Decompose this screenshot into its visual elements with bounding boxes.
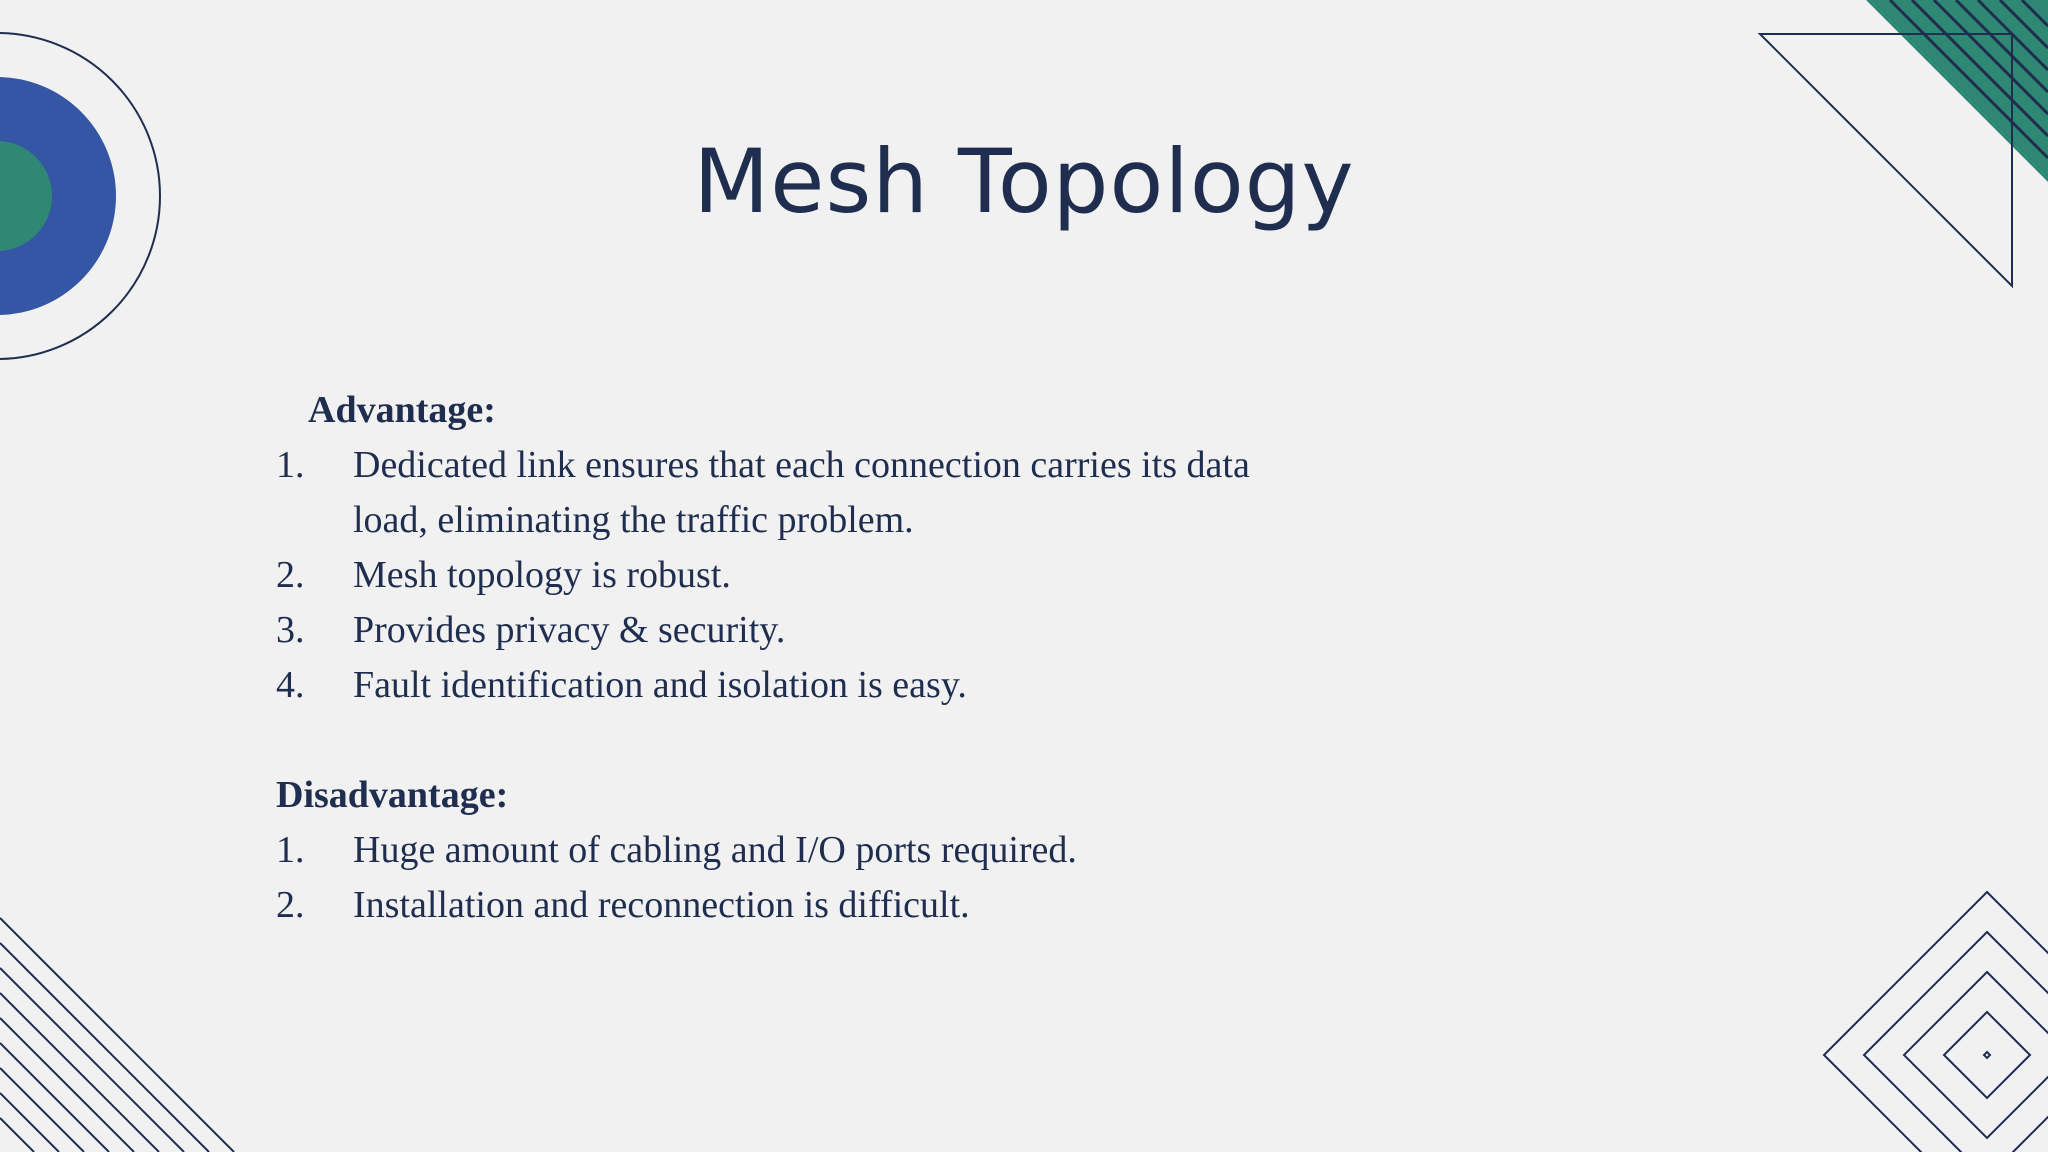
list-text: Provides privacy & security. bbox=[353, 609, 786, 651]
nested-diamonds-graphic bbox=[1824, 892, 2048, 1152]
list-text: Fault identification and isolation is easy. bbox=[353, 664, 967, 706]
list-number: 2. bbox=[276, 554, 305, 596]
list-text: Dedicated link ensures that each connection carries its data load, eliminating the traffic problem. bbox=[353, 444, 1250, 541]
list-text: Installation and reconnection is difficult. bbox=[353, 884, 970, 926]
diagonal-lines-graphic bbox=[0, 918, 234, 1152]
list-number: 3. bbox=[276, 609, 305, 651]
list-number: 1. bbox=[276, 444, 305, 486]
disadvantage-item bbox=[276, 878, 1276, 933]
list-number: 2. bbox=[276, 884, 305, 926]
list-number: 1. bbox=[276, 829, 305, 871]
slide-title: Mesh Topology bbox=[693, 130, 1355, 233]
advantage-item bbox=[276, 603, 1276, 658]
advantage-heading: Advantage: bbox=[308, 389, 496, 431]
advantage-item bbox=[276, 548, 1276, 603]
disadvantage-item bbox=[276, 823, 1276, 878]
list-text: Huge amount of cabling and I/O ports required. bbox=[353, 829, 1077, 871]
advantage-item bbox=[276, 438, 1276, 548]
disadvantage-heading: Disadvantage: bbox=[276, 774, 509, 816]
advantage-item bbox=[276, 658, 1276, 713]
slide-body bbox=[276, 383, 1276, 933]
section-spacer bbox=[276, 713, 1276, 768]
list-number: 4. bbox=[276, 664, 305, 706]
list-text: Mesh topology is robust. bbox=[353, 554, 731, 596]
